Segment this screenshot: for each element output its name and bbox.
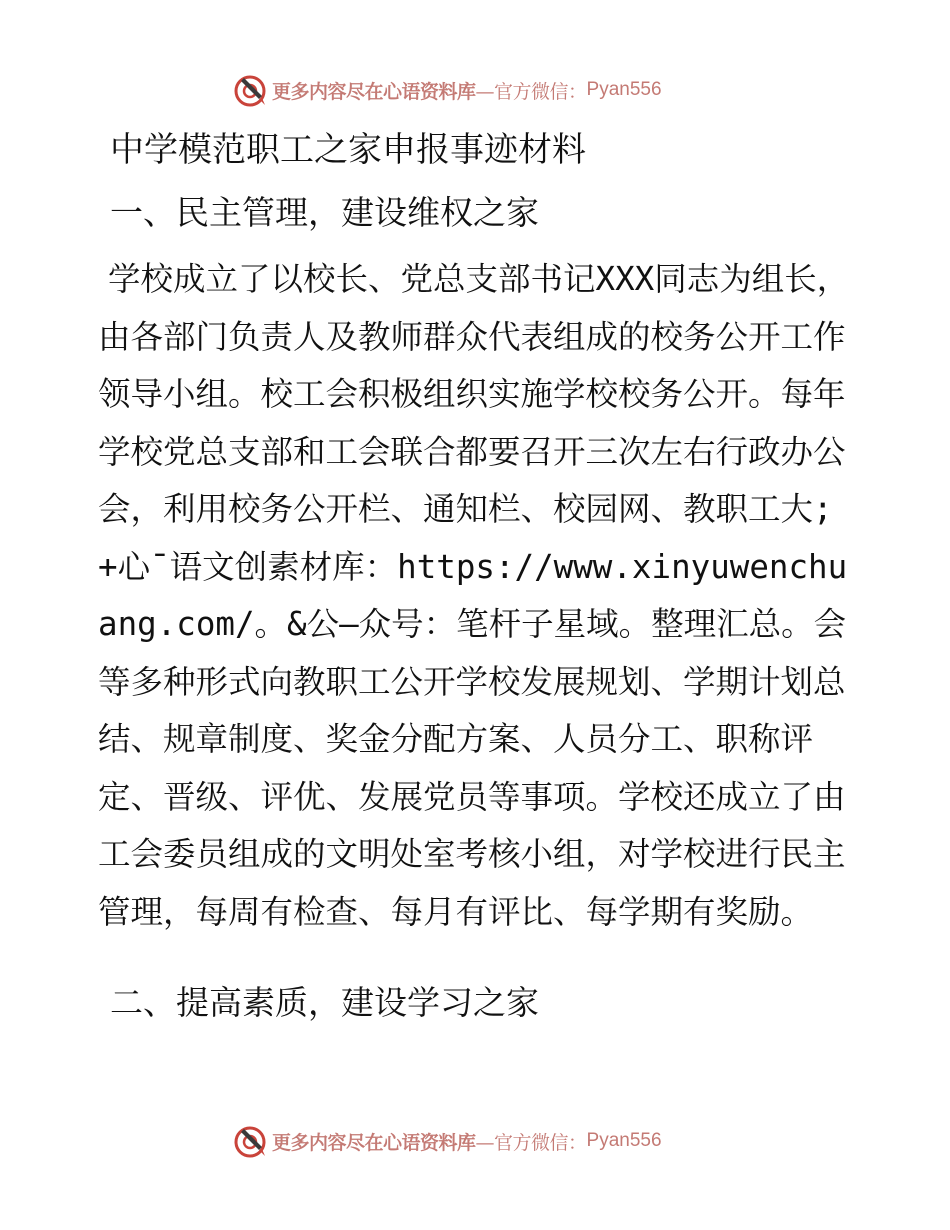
logo-icon xyxy=(232,1123,268,1159)
watermark-wechat-id: Pyan556 xyxy=(586,79,662,100)
watermark-label: —官方微信： xyxy=(475,1131,587,1154)
section-heading-1: 一、民主管理，建设维权之家 xyxy=(110,193,539,232)
watermark-text: 更多内容尽在心语资料库 xyxy=(272,80,476,103)
section-paragraph-1: 学校成立了以校长、党总支部书记XXX同志为组长，由各部门负责人及教师群众代表组成的校务公开工作领导小组。校工会积极组织实施学校校务公开。每年学校党总支部和工会联合都要召开三次左右行政办公会，利用校务公开栏、通知栏、校园网、教职工大;+心¯语文创素材库：https://www.xinyuwenchuang.com/。&公—众号：笔杆子星域。整理汇总。会等多种形式向教职工公开学校发展规划、学期计划总结、规章制度、奖金分配方案、人员分工、职称评定、晋级、评优、发展党员等事项。学校还成立了由工会委员组成的文明处室考核小组，对学校进行民主管理，每周有检查、每月有评比、每学期有奖励。 xyxy=(98,260,850,931)
logo-icon xyxy=(232,72,268,108)
watermark-banner-bottom xyxy=(232,1121,712,1161)
section-heading-2: 二、提高素质，建设学习之家 xyxy=(110,983,539,1022)
watermark-banner-top xyxy=(232,70,712,110)
watermark-text: 更多内容尽在心语资料库 xyxy=(272,1131,476,1154)
document-body xyxy=(98,118,858,1023)
watermark-wechat-id: Pyan556 xyxy=(586,1130,662,1151)
document-title: 中学模范职工之家申报事迹材料 xyxy=(110,130,586,170)
watermark-label: —官方微信： xyxy=(475,80,587,103)
